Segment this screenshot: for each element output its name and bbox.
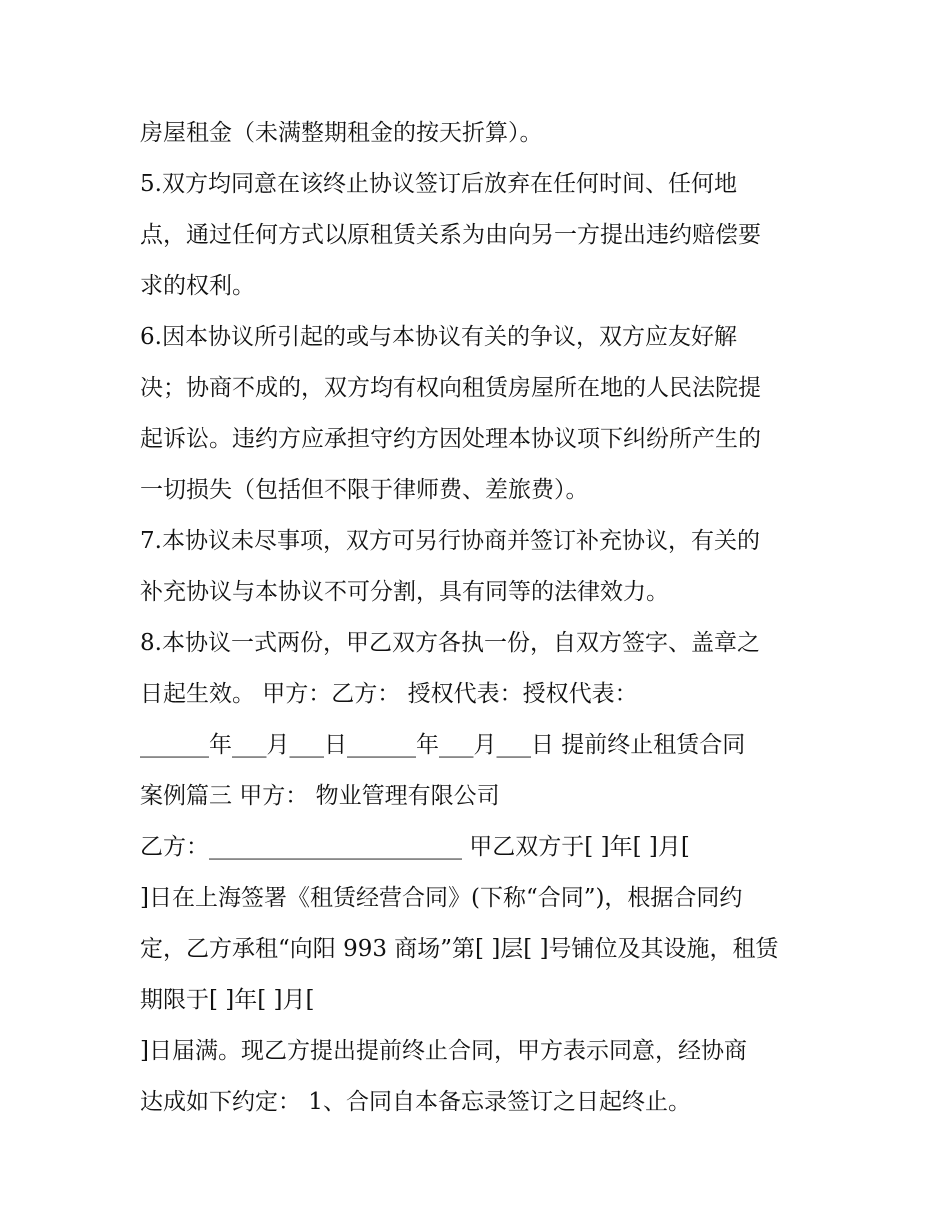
- text-line: 乙方：______________________ 甲乙双方于[ ]年[ ]月[: [140, 834, 690, 860]
- text-line: 点，通过任何方式以原租赁关系为由向另一方提出违约赔偿要: [140, 222, 761, 248]
- text-line: 房屋租金（未满整期租金的按天折算）。: [140, 120, 543, 146]
- text-line: 期限于[ ]年[ ]月[: [140, 987, 315, 1013]
- text-line: 案例篇三 甲方： 物业管理有限公司: [140, 783, 500, 809]
- text-line: 6.因本协议所引起的或与本协议有关的争议，双方应友好解: [140, 324, 737, 350]
- document-body: [140, 108, 820, 1128]
- text-line: ]日在上海签署《租赁经营合同》(下称“合同”)，根据合同约: [140, 885, 743, 911]
- text-line: ______年___月___日______年___月___日 提前终止租赁合同: [140, 732, 746, 758]
- text-line: 一切损失（包括但不限于律师费、差旅费）。: [140, 477, 589, 503]
- text-line: 决；协商不成的，双方均有权向租赁房屋所在地的人民法院提: [140, 375, 761, 401]
- text-line: 7.本协议未尽事项，双方可另行协商并签订补充协议，有关的: [140, 528, 760, 554]
- text-line: 起诉讼。违约方应承担守约方因处理本协议项下纠纷所产生的: [140, 426, 761, 452]
- text-line: 8.本协议一式两份，甲乙双方各执一份，自双方签字、盖章之: [140, 630, 760, 656]
- text-line: 5.双方均同意在该终止协议签订后放弃在任何时间、任何地: [140, 171, 737, 197]
- text-line: 定，乙方承租“向阳 993 商场”第[ ]层[ ]号铺位及其设施，租赁: [140, 936, 779, 962]
- text-line: 补充协议与本协议不可分割，具有同等的法律效力。: [140, 579, 669, 605]
- text-line: 达成如下约定： 1、合同自本备忘录签订之日起终止。: [140, 1089, 691, 1115]
- text-line: ]日届满。现乙方提出提前终止合同，甲方表示同意，经协商: [140, 1038, 747, 1064]
- text-line: 求的权利。: [140, 273, 255, 299]
- text-line: 日起生效。 甲方：乙方： 授权代表：授权代表：: [140, 681, 638, 707]
